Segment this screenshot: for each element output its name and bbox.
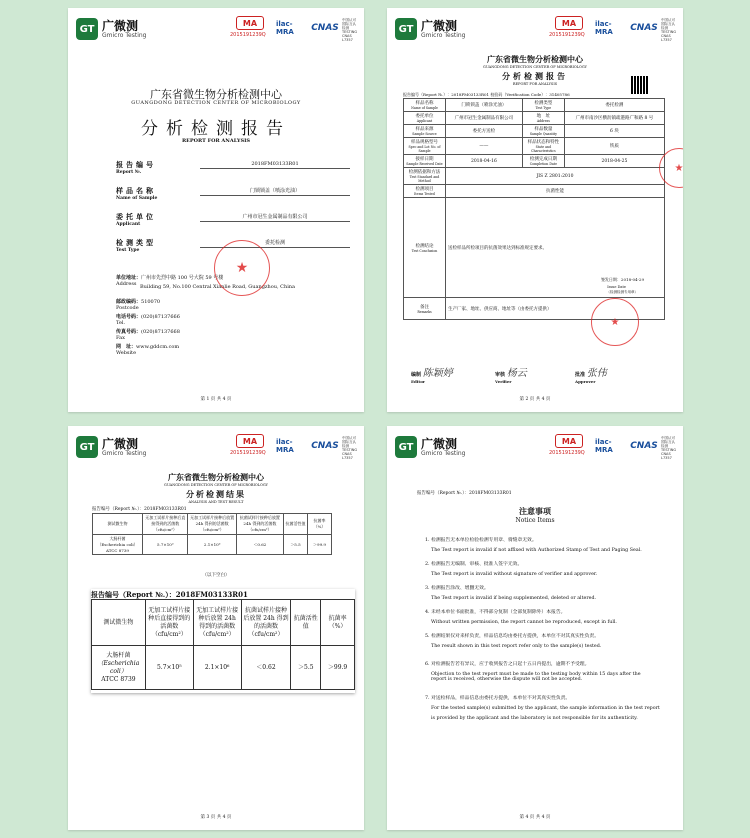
report-number-line: 报告编号（Report №.）：2018FM03133R01 <box>417 491 512 496</box>
table-row: 检测项目 Items Tested 抗菌性能 <box>404 185 665 198</box>
table-row <box>92 646 355 690</box>
table-row: 委托单位 Applicant 广州市冠生金属制品有限公司 地 址 Address 广州市南沙区横沥镇疏港路广和路 8 号 <box>404 112 665 125</box>
table-row: 检测依据和方法 Test Standard and Method JIS Z 2801:2010 <box>404 168 665 185</box>
header-untreated-24h: 无加工试样片接种后放置 24h 得到的活菌数（cfu/cm²） <box>193 600 241 646</box>
page-number: 第 3 页 共 4 页 <box>200 815 232 820</box>
page-number: 第 1 页 共 4 页 <box>200 397 232 402</box>
result-table-small <box>92 513 332 555</box>
center-title: 广东省微生物分析检测中心 <box>487 54 583 64</box>
notice-line: 5. 检测结果仅对来样负责，样品信息均由委托方提供，本单位不对其真实性负责。 <box>425 634 599 639</box>
report-page-4 <box>387 426 683 830</box>
cnas-mark: CNAS <box>311 441 339 451</box>
notice-line: 1. 检测报告无本单位检验检测专用章、骑缝章无效。 <box>425 538 537 543</box>
report-title: 分析检测报告 <box>141 119 291 139</box>
header-initial-count: 无加工试样片接种后直接得到的活菌数（cfu/cm²） <box>145 600 193 646</box>
cma-number: 2015191239Q <box>549 32 585 38</box>
cnas-note: 中国认可 国际互认 检测 TESTING CNAS L7357 <box>661 436 677 460</box>
seam-seal-stamp: ★ <box>659 148 683 188</box>
header-treated-24h: 抗菌试样片接种后放置 24h 得到的活菌数（cfu/cm²） <box>241 600 291 646</box>
cnas-mark: CNAS <box>311 23 339 33</box>
cma-number: 2015191239Q <box>230 32 266 38</box>
field-test-type: 检测类型 Test Type 委托检测 <box>116 238 156 253</box>
brand-name-en: Gmicro Testing <box>421 32 466 39</box>
notice-title-en: Notice Items <box>515 517 555 524</box>
report-page-2 <box>387 8 683 412</box>
result-title: 分析检测结果 <box>186 489 246 499</box>
report-number-line: 报告编号（Report №.）：2018FM03133R01 校验码（Verification Code）：31405786 <box>403 92 570 97</box>
cell-organism: 大肠杆菌 （Escherichia coli） ATCC 8739 <box>92 646 146 690</box>
brand-name-cn: 广微测 <box>421 19 458 33</box>
cell-treated-24h: ＜0.62 <box>241 646 291 690</box>
gmicro-logo-icon: GT <box>395 18 417 40</box>
table-row: 样品来源 Sample Source 委托方送检 样品数量 Sample Quantity 6 块 <box>404 125 665 138</box>
report-number-line: 报告编号（Report №.）：2018FM03133R01 <box>91 590 248 599</box>
cnas-note: 中国认可 国际互认 检测 TESTING CNAS L7357 <box>342 18 358 42</box>
notice-line: 2. 检测报告无编制、审核、批准人签字无效。 <box>425 562 523 567</box>
cnas-note: 中国认可 国际互认 检测 TESTING CNAS L7357 <box>661 18 677 42</box>
page-header <box>76 16 356 44</box>
notice-line: 7. 对送检样品，样品信息由委托方提供，本单位不对其真实性负责。 <box>425 696 571 701</box>
contact-postcode: 邮政编码：510070 Postcode <box>116 299 161 311</box>
center-title-en: GUANGDONG DETECTION CENTER OF MICROBIOLOGY <box>483 65 587 69</box>
cnas-note: 中国认可 国际互认 检测 TESTING CNAS L7357 <box>342 436 358 460</box>
cma-number: 2015191239Q <box>549 450 585 456</box>
gmicro-logo-icon: GT <box>395 436 417 458</box>
blank-below-note: （以下空白） <box>202 573 230 578</box>
signer-verifier: 审核 杨云 Verifier <box>495 368 527 384</box>
issue-date-en: Issue Date <box>607 285 626 289</box>
contact-address-en: Building 59, No.100 Central Xianlie Road, Guangzhou, China <box>140 284 296 290</box>
center-title-en: GUANGDONG DETECTION CENTER OF MICROBIOLOGY <box>164 483 268 487</box>
brand-name-en: Gmicro Testing <box>421 450 466 457</box>
notice-line: The Test report is invalid if being supplemented, deleted or altered. <box>431 596 597 601</box>
brand-name-cn: 广微测 <box>102 19 139 33</box>
center-title-en: GUANGDONG DETECTION CENTER OF MICROBIOLOGY <box>131 100 301 106</box>
header-rate: 抗菌率（%） <box>321 600 355 646</box>
cnas-mark: CNAS <box>630 23 658 33</box>
page-header <box>395 434 675 462</box>
table-row: 测试微生物 无加工试样片接种后直接得到的活菌数（cfu/cm²） 无加工试样片接种后放置 24h 得到的活菌数（cfu/cm²） 抗菌试样片接种后放置 24h 得到的活菌数（cfu/cm²） 抗菌活性值 抗菌率（%） <box>93 514 332 535</box>
cell-initial-count: 5.7×10⁵ <box>145 646 193 690</box>
notice-title: 注意事项 <box>519 506 551 516</box>
contact-fax: 传真号码：(020)87137668 Fax <box>116 329 180 341</box>
header-organism: 测试微生物 <box>92 600 146 646</box>
report-number-line: 报告编号（Report №.）：2018FM03133R01 <box>92 507 187 512</box>
cell-untreated-24h: 2.1×10⁶ <box>193 646 241 690</box>
issue-date: 签发日期：2018-04-29 <box>600 277 644 282</box>
brand-name-cn: 广微测 <box>421 437 458 451</box>
report-title-en: REPORT FOR ANALYSIS <box>512 82 558 86</box>
cma-mark: MA <box>236 434 264 448</box>
cma-mark: MA <box>236 16 264 30</box>
ilac-mark: ilac-MRA <box>276 20 294 36</box>
report-title: 分析检测报告 <box>502 71 568 81</box>
ilac-mark: ilac-MRA <box>595 438 613 454</box>
notice-line: For the tested sample(s) submitted by the applicant, the sample information in the test report <box>431 706 660 711</box>
page-number: 第 4 页 共 4 页 <box>519 815 551 820</box>
table-row: 检测结论 Test Conclusion 送检样品所检项目的抗菌效果达到标准规定要求。 签发日期：2018-04-29 Issue Date （检测检测专用章） <box>404 198 665 298</box>
notice-line: 3. 检测报告涂改、增删无效。 <box>425 586 489 591</box>
contact-address: 单位地址：广州市先烈中路 100 号大院 59 号楼 Address <box>116 275 224 287</box>
page-header <box>395 16 675 44</box>
signer-approver: 批准 张伟 Approver <box>575 368 607 384</box>
brand-name-en: Gmicro Testing <box>102 32 147 39</box>
notice-line: The Test report is invalid if not affixed with Authorized Stamp of Test and Paging Seal. <box>431 548 642 553</box>
ilac-mark: ilac-MRA <box>595 20 613 36</box>
conclusion-text: 送检样品所检项目的抗菌效果达到标准规定要求。 <box>448 245 547 251</box>
notice-line: Objection to the test report must be made to the testing body within 15 days after the report is received, otherwise the dispute will not be accepted. <box>431 672 641 682</box>
page-header <box>76 434 356 462</box>
report-info-table <box>403 98 665 320</box>
notice-line: Without written permission, the report cannot be reproduced, except in full. <box>431 620 617 625</box>
stamp-note: （检测检测专用章） <box>606 290 638 294</box>
result-table <box>91 599 355 690</box>
notice-line: The result shown in this test report refer only to the sample(s) tested. <box>431 644 602 649</box>
notice-line: The Test report is invalid without signature of verifier and approver. <box>431 572 598 577</box>
gmicro-logo-icon: GT <box>76 18 98 40</box>
contact-website: 网 址：www.gddcm.com Website <box>116 344 180 356</box>
table-row: 备注 Remarks 生产厂家、地址、供应商、地址等（由委托方提供） <box>404 298 665 320</box>
center-title: 广东省微生物分析检测中心 <box>168 472 264 482</box>
header-activity: 抗菌活性值 <box>291 600 321 646</box>
field-sample-name: 样品名称 Name of Sample 门锁锁盖（喷涂光油） <box>116 186 157 201</box>
page-number: 第 2 页 共 4 页 <box>519 397 551 402</box>
cell-rate: ＞99.9 <box>321 646 355 690</box>
cell-activity: ＞5.5 <box>291 646 321 690</box>
brand-name-en: Gmicro Testing <box>102 450 147 457</box>
red-seal-stamp: ★ <box>591 298 639 346</box>
gmicro-logo-icon: GT <box>76 436 98 458</box>
red-seal-stamp: ★ <box>214 240 270 296</box>
notice-line: 4. 未经本单位书面批准，不得部分复制（全部复制除外）本报告。 <box>425 610 566 615</box>
notice-line: is provided by the applicant and the laboratory is not responsible for its authenticity. <box>431 716 638 721</box>
table-row: 大肠杆菌 （Escherichia coli） ATCC 8739 5.7×10⁵ 2.1×10⁶ ＜0.62 ＞5.5 ＞99.9 <box>93 535 332 555</box>
report-page-1 <box>68 8 364 412</box>
report-title-en: REPORT FOR ANALYSIS <box>181 138 251 144</box>
zoomed-result-table <box>91 589 355 693</box>
table-row: 样品规格型号 Spec and Lot No. of Sample —— 样品状态和特性 State and Characteristics 铁质 <box>404 138 665 155</box>
brand-name-cn: 广微测 <box>102 437 139 451</box>
table-header-row <box>92 600 355 646</box>
signer-editor: 编制 陈颖婷 Editor <box>411 368 453 384</box>
notice-line: 6. 对检测报告若有异议，应于收到报告之日起十五日内提出，逾期不予受理。 <box>425 662 590 667</box>
qr-code-icon <box>631 76 649 94</box>
field-applicant: 委托单位 Applicant 广州市冠生金属制品有限公司 <box>116 212 156 227</box>
cnas-mark: CNAS <box>630 441 658 451</box>
field-report-no: 报告编号 Report №. 2018FM03133R01 <box>116 160 156 175</box>
result-title-en: ANALYSIS AND TEST RESULT <box>188 500 244 504</box>
contact-tel: 电话号码：(020)87137666 Tel. <box>116 314 180 326</box>
table-row: 接样日期 Sample Received Date 2018-04-16 检测完成日期 Completion Date 2018-04-25 <box>404 155 665 168</box>
cma-mark: MA <box>555 16 583 30</box>
cma-number: 2015191239Q <box>230 450 266 456</box>
cma-mark: MA <box>555 434 583 448</box>
table-row: 样品名称 Name of Sample 门锁锁盖（喷涂光油） 检测类型 Test Type 委托检测 <box>404 99 665 112</box>
center-title: 广东省微生物分析检测中心 <box>150 88 282 101</box>
ilac-mark: ilac-MRA <box>276 438 294 454</box>
